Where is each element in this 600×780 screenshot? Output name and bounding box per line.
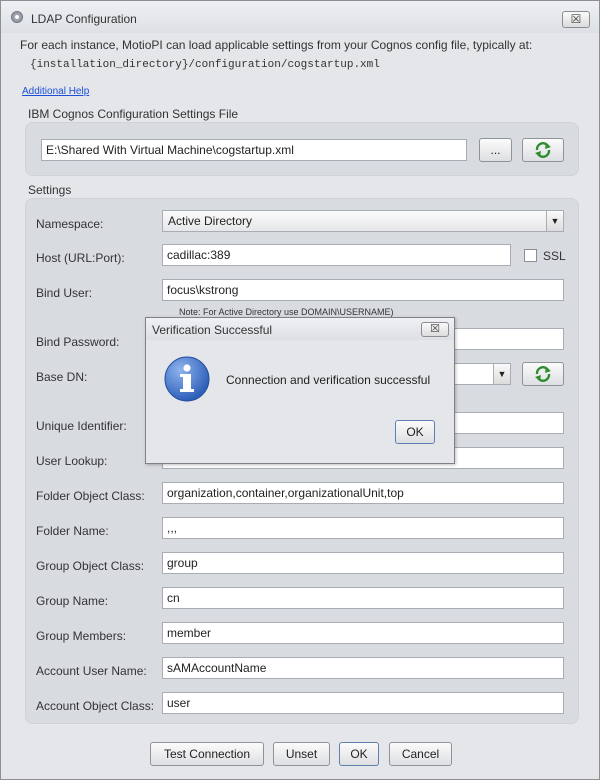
unset-button[interactable]: Unset — [273, 742, 330, 766]
group-name-label: Group Name: — [36, 594, 109, 608]
account-object-class-input[interactable]: user — [162, 692, 564, 714]
info-icon — [164, 356, 210, 402]
dialog-message: Connection and verification successful — [226, 373, 431, 387]
dialog-ok-button[interactable]: OK — [395, 420, 435, 444]
host-label: Host (URL:Port): — [36, 251, 125, 265]
namespace-value: Active Directory — [168, 214, 253, 228]
cancel-button[interactable]: Cancel — [389, 742, 452, 766]
title-bar — [1, 1, 599, 33]
fetch-base-dn-button[interactable] — [522, 362, 564, 386]
bind-password-label: Bind Password: — [36, 335, 120, 349]
group-object-class-label: Group Object Class: — [36, 559, 145, 573]
base-dn-label: Base DN: — [36, 370, 88, 384]
chevron-down-icon[interactable]: ▼ — [493, 364, 510, 384]
config-path-hint: {installation_directory}/configuration/cogstartup.xml — [30, 59, 380, 71]
verification-dialog — [145, 317, 455, 464]
folder-object-class-label: Folder Object Class: — [36, 489, 145, 503]
bind-user-input[interactable]: focus\kstrong — [162, 279, 564, 301]
account-user-name-label: Account User Name: — [36, 664, 147, 678]
group-members-input[interactable]: member — [162, 622, 564, 644]
folder-name-label: Folder Name: — [36, 524, 109, 538]
group-name-input[interactable]: cn — [162, 587, 564, 609]
dialog-close-button[interactable]: ☒ — [421, 322, 449, 337]
config-file-path-input[interactable]: E:\Shared With Virtual Machine\cogstartup.xml — [41, 139, 467, 161]
window-title: LDAP Configuration — [31, 12, 137, 26]
window-close-button[interactable]: ☒ — [562, 11, 590, 28]
bind-user-note: Note: For Active Directory use DOMAIN\USERNAME) — [179, 307, 394, 317]
load-config-button[interactable] — [522, 138, 564, 162]
dialog-title-bar — [146, 318, 454, 340]
bind-user-label: Bind User: — [36, 286, 93, 300]
refresh-icon — [533, 141, 553, 159]
account-object-class-label: Account Object Class: — [36, 699, 155, 713]
group-object-class-input[interactable]: group — [162, 552, 564, 574]
folder-object-class-input[interactable]: organization,container,organizationalUnit,top — [162, 482, 564, 504]
browse-button[interactable]: ... — [479, 138, 512, 162]
ssl-checkbox[interactable] — [524, 249, 537, 262]
ok-button[interactable]: OK — [339, 742, 379, 766]
user-lookup-label: User Lookup: — [36, 454, 108, 468]
additional-help-link[interactable]: Additional Help — [22, 86, 90, 97]
unique-identifier-label: Unique Identifier: — [36, 419, 127, 433]
group-members-label: Group Members: — [36, 629, 127, 643]
test-connection-button[interactable]: Test Connection — [150, 742, 264, 766]
host-input[interactable]: cadillac:389 — [162, 244, 511, 266]
namespace-select[interactable] — [162, 210, 564, 232]
app-icon — [11, 11, 23, 23]
namespace-label: Namespace: — [36, 217, 104, 231]
config-file-group-label: IBM Cognos Configuration Settings File — [28, 107, 239, 121]
refresh-icon — [533, 365, 553, 383]
chevron-down-icon[interactable]: ▼ — [546, 211, 563, 231]
intro-text: For each instance, MotioPI can load applicable settings from your Cognos config file, typically at: — [20, 38, 533, 52]
ssl-label: SSL — [543, 249, 566, 263]
folder-name-input[interactable]: ,,, — [162, 517, 564, 539]
settings-group-label: Settings — [28, 183, 72, 197]
dialog-title: Verification Successful — [152, 323, 273, 337]
account-user-name-input[interactable]: sAMAccountName — [162, 657, 564, 679]
